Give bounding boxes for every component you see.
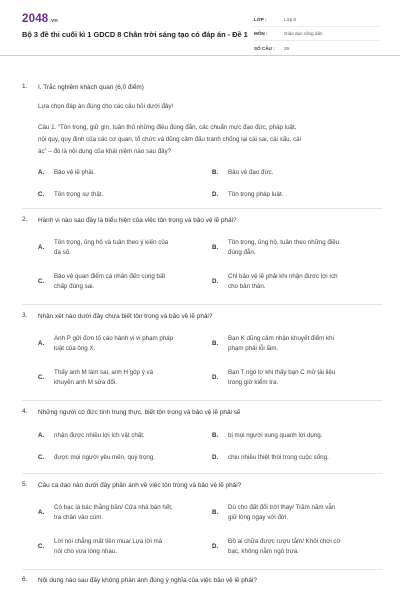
option-text-line-1: Có bạc là bác thằng bần/ Cửa nhà bán hết, [54,504,173,511]
meta-row-count [254,41,380,55]
option-letter: C. [38,543,45,550]
option-letter: A. [38,340,45,347]
option-letter: C. [38,374,45,381]
option-text-line-1: Lời nói chẳng mất tiền mua/ Lựa lời mà [54,538,163,545]
question-1-stem-line-3: ác” – đó là nội dung của khái niệm nào sau đây? [38,148,172,155]
meta-key: LỚP : [254,17,267,22]
option-letter: B. [212,340,219,347]
option-letter: B. [212,169,219,176]
option-text-line-2: nói cho vừa lòng nhau. [54,548,117,555]
option-text-line-1: Thấy anh M làm sai, anh H góp ý và [54,369,154,376]
option-letter: A. [38,244,45,251]
logo-text: 2048 [22,13,49,25]
option-text: nhận được nhiều lợi ích vật chất. [54,432,145,439]
option-letter: B. [212,432,219,439]
divider [22,473,382,474]
option-text-line-2: chấp đúng sai. [54,283,95,290]
divider [22,400,382,401]
option-text-line-2: luật của ông X. [54,345,96,352]
option-text-line-2: đúng đắn. [228,249,256,256]
option-letter: B. [212,509,219,516]
document-header [0,0,400,56]
option-text-line-1: Bạn T ngó lơ khi thấy bạn C mở tài liệu [228,369,336,376]
option-text-line-1: Anh P gửi đơn tố cáo hành vi vi phạm pháp [54,335,174,342]
instruction-text: Lựa chọn đáp án đúng cho các câu hỏi dưới đây! [38,103,174,110]
option-letter: D. [212,191,219,198]
option-text: bị mọi người xung quanh lợi dụng. [228,432,323,439]
meta-value: 26 [284,45,290,51]
option-text-line-2: bạc, không nằm ngủ trưa. [228,548,299,555]
option-text-line-2: cho bản thân. [228,283,266,290]
option-text: Bảo vệ đạo đức. [228,169,274,176]
question-text: Nhận xét nào dưới đây chưa biết tôn trọng và bảo vệ lẽ phải? [38,313,213,320]
question-1-stem-line-1: Câu 1. “Tôn trọng, giữ gìn, tuân thủ những điều đúng đắn, các chuẩn mực đạo đức, pháp luật, [38,124,297,131]
meta-key: SỐ CÂU : [254,45,275,51]
option-letter: D. [212,278,219,285]
option-text-line-1: Đồ ai chữa được rượu tằm/ Khôi chơi cờ [228,538,341,545]
option-text-line-2: phạm phải lỗi lầm. [228,345,279,352]
question-1-stem-line-2: nội quy, quy định của các cơ quan, tổ chức và dũng cảm đấu tranh chống lại cái sai, cái xấu, cái [38,136,301,143]
option-text: Tôn trọng sự thật. [54,191,104,198]
meta-value: Giáo dục công dân [284,31,323,36]
option-letter: A. [38,169,45,176]
option-letter: B. [212,244,219,251]
question-text: Những người có đức tính trung thực, biết tôn trọng và bảo vệ lẽ phải sẽ [38,409,241,416]
question-number: 1. [22,83,28,90]
option-text-line-2: khuyên anh M sửa đổi. [54,379,117,386]
option-text-line-1: Tôn trọng, ủng hộ, tuân theo những điều [228,239,340,246]
option-letter: D. [212,543,219,550]
option-text-line-2: trong giờ kiểm tra. [228,379,279,386]
option-text-line-1: Chỉ bảo vệ lẽ phải khi nhận được lợi ích [228,273,338,280]
divider [22,569,382,570]
option-text-line-1: Tôn trọng, ủng hộ và tuân theo ý kiến của [54,239,169,246]
meta-row-subject [254,27,380,41]
meta-table [254,13,380,55]
option-text-line-2: đa số. [54,249,71,256]
meta-value: Lớp 8 [284,17,296,22]
option-text-line-2: tra chân vào cùm. [54,514,104,521]
question-text: Hành vi nào sau đây là biểu hiện của việc tôn trọng và bảo vệ lẽ phải? [38,217,237,224]
option-letter: D. [212,374,219,381]
option-text: Bảo vệ lẽ phải. [54,169,95,176]
option-letter: C. [38,191,45,198]
meta-row-grade [254,13,380,27]
divider [22,208,382,209]
logo-suffix: .vn [49,18,58,24]
question-text: Câu ca dao nào dưới đây phản ánh về việc tôn trọng và bảo vệ lẽ phải? [38,482,242,489]
question-section-title: I. Trắc nghiệm khách quan (6,0 điểm) [38,84,144,91]
option-text-line-1: Bảo vệ quan điểm cá nhân đến cùng bất [54,273,166,280]
option-letter: A. [38,432,45,439]
site-logo[interactable] [22,13,58,25]
option-letter: C. [38,278,45,285]
option-text-line-2: giữ lòng ngay với đời. [228,514,289,521]
question-number: 6. [22,576,28,583]
option-text-line-1: Dù cho đất đổi trời thay/ Trăm năm vẫn [228,504,336,511]
option-letter: A. [38,509,45,516]
option-text: Tôn trọng pháp luật. [228,191,284,198]
question-text: Nội dung nào sau đây không phản ánh đúng ý nghĩa của việc bảo vệ lẽ phải? [38,577,257,584]
option-letter: C. [38,454,45,461]
divider [22,304,382,305]
question-number: 3. [22,312,28,319]
option-text: chịu nhiều thiệt thòi trong cuộc sống. [228,454,329,461]
meta-key: MÔN : [254,31,268,36]
question-number: 4. [22,408,28,415]
question-number: 5. [22,481,28,488]
option-text-line-1: Bạn K dũng cảm nhận khuyết điểm khi [228,335,334,342]
question-number: 2. [22,216,28,223]
option-letter: D. [212,454,219,461]
page-title: Bộ 3 đề thi cuối kì 1 GDCD 8 Chân trời sáng tạo có đáp án - Đề 1 [22,30,248,39]
option-text: được mọi người yêu mến, quý trọng. [54,454,156,461]
